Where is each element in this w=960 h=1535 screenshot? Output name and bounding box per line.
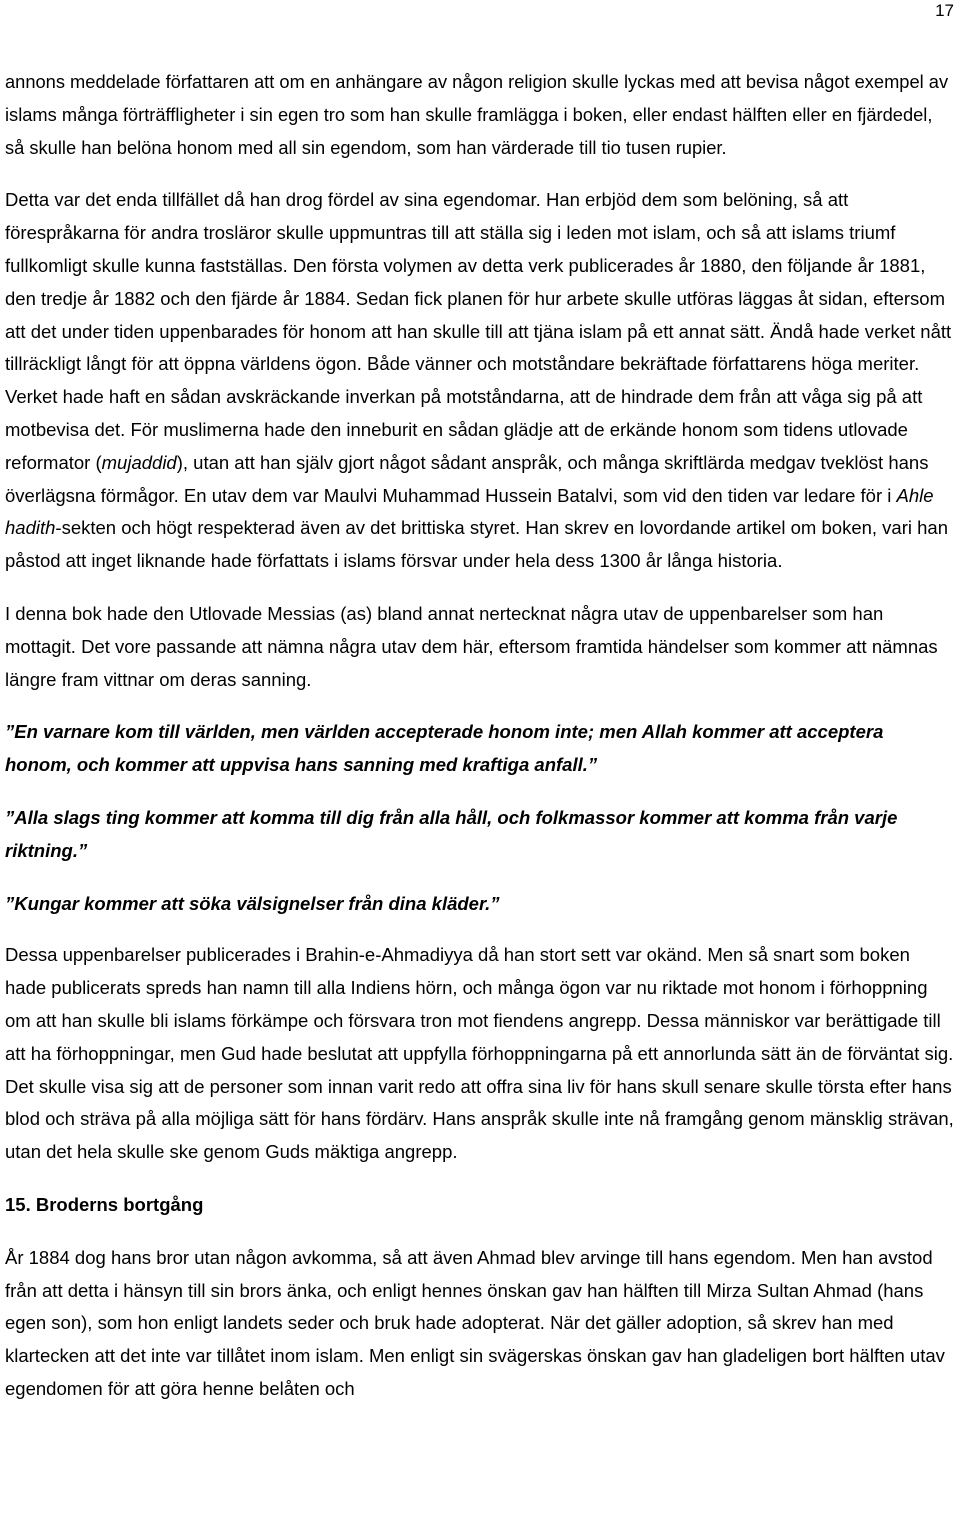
- paragraph: Dessa uppenbarelser publicerades i Brahin-e-Ahmadiyya då han stort sett var okänd. Men så snart som boken hade publicerats spreds han namn till alla Indiens hörn, och många ögon var nu riktade mot honom i förhoppning om att han skulle bli islams förkämpe och försvara tron mot fiendens angrepp. Dessa människor var berättigade till att ha förhoppningar, men Gud hade beslutat att uppfylla förhoppningarna på ett annorlunda sätt än de förväntat sig. Det skulle visa sig att de personer som innan varit redo att offra sina liv för hans skull senare skulle törsta efter hans blod och sträva på alla möjliga sätt för hans fördärv. Hans anspråk skulle inte nå framgång genom mänsklig strävan, utan det hela skulle ske genom Guds mäktiga angrepp.: [5, 944, 954, 1163]
- text-run: ), utan att han själv gjort något sådant anspråk, och många skriftlärda medgav tveklöst hans överlägsna förmågor. En utav dem var Maulvi Muhammad Hussein Batalvi, som vid den tiden var ledare för i: [5, 451, 929, 506]
- text-run: -sekten och högt respekterad även av det brittiska styret. Han skrev en lovordande artikel om boken, vari han påstod att inget liknande hade författats i islams försvar under hela dess 1300 år långa historia.: [5, 517, 948, 572]
- section-heading: 15. Broderns bortgång: [5, 1193, 204, 1215]
- paragraph: År 1884 dog hans bror utan någon avkomma, så att även Ahmad blev arvinge till hans egendom. Men han avstod från att detta i hänsyn till sin brors änka, och enligt hennes önskan gav han hälften till Mirza Sultan Ahmad (hans egen son), som hon enligt landets seder och bruk hade adopterat. När det gäller adoption, så skrev han med klartecken att det inte var tillåtet inom islam. Men enligt sin svägerskas önskan gav han gladeligen bort hälften utav egendomen för att göra henne belåten och: [5, 1246, 945, 1399]
- paragraph: [5, 184, 955, 578]
- page-number: 17: [935, 1, 954, 20]
- paragraph: I denna bok hade den Utlovade Messias (as) bland annat nertecknat några utav de uppenbarelser som han mottagit. Det vore passande att nämna några utav dem här, eftersom framtida händelser som kommer att nämnas längre fram vittnar om deras sanning.: [5, 602, 938, 690]
- revelation-quote: ”Kungar kommer att söka välsignelser från dina kläder.”: [5, 892, 500, 914]
- revelation-quote: ”Alla slags ting kommer att komma till dig från alla håll, och folkmassor kommer att komma från varje riktning.”: [5, 806, 898, 861]
- paragraph: annons meddelade författaren att om en anhängare av någon religion skulle lyckas med att bevisa något exempel av islams många förträffligheter i sin egen tro som han skulle framlägga i boken, eller endast hälften eller en fjärdedel, så skulle han belöna honom med all sin egendom, som han värderade till tio tusen rupier.: [5, 71, 949, 158]
- revelation-quote: ”En varnare kom till världen, men världen accepterade honom inte; men Allah kommer att acceptera honom, och kommer att uppvisa hans sanning med kraftiga anfall.”: [5, 721, 884, 776]
- term-mujaddid: mujaddid: [101, 451, 177, 473]
- term-ahle-hadith: Ahle hadith: [5, 484, 934, 539]
- document-body: [5, 66, 955, 1406]
- text-run: Detta var det enda tillfället då han drog fördel av sina egendomar. Han erbjöd dem som belöning, så att förespråkarna för andra trosläror skulle uppmuntras till att ställa sig i leden mot islam, och så att islams triumf fullkomligt skulle kunna fastställas. Den första volymen av detta verk publicerades år 1880, den följande år 1881, den tredje år 1882 och den fjärde år 1884. Sedan fick planen för hur arbete skulle utföras läggas åt sidan, eftersom att det under tiden uppenbarades för honom att han skulle till att tjäna islam på ett annat sätt. Ändå hade verket nått tillräckligt långt för att öppna världens ögon. Både vänner och motståndare bekräftade författarens höga meriter. Verket hade haft en sådan avskräckande inverkan på motståndarna, att de hindrade dem från att våga sig på att motbevisa det. För muslimerna hade den inneburit en sådan glädje att de erkände honom som tidens utlovade reformator (: [5, 189, 952, 473]
